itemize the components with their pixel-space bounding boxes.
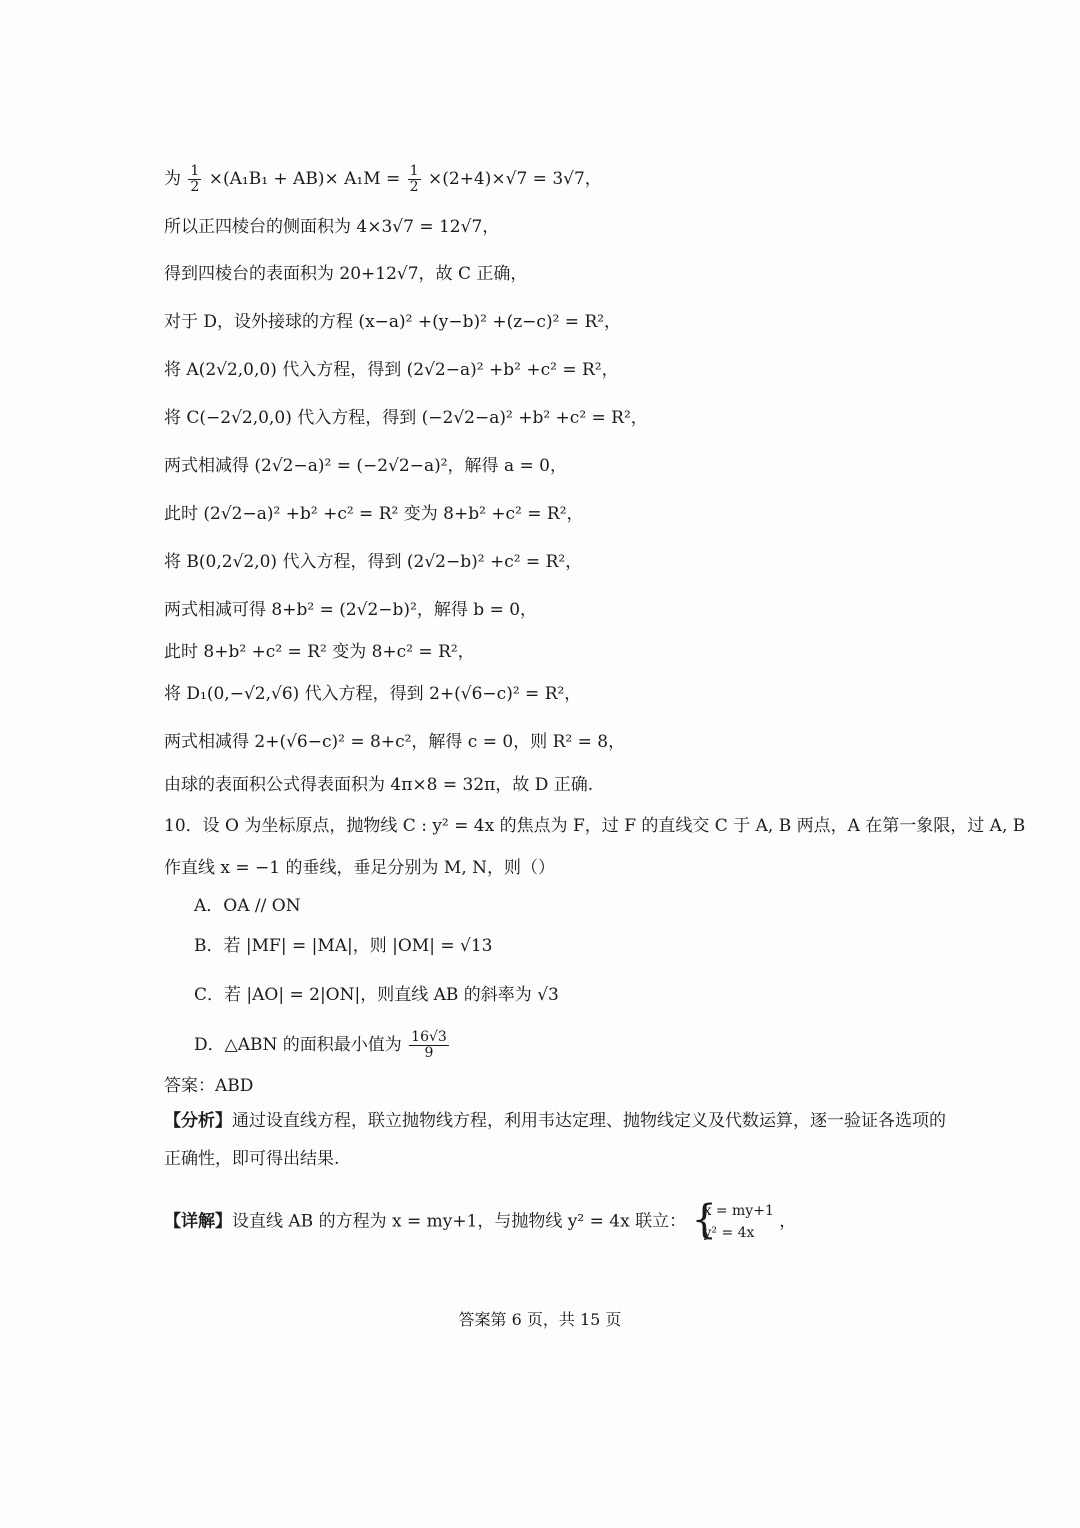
analysis-line1 [164, 1110, 946, 1132]
fraction-one-half: $\frac{1}{2}$ [190, 163, 200, 195]
analysis-tag: 【分析】 [164, 1111, 232, 1131]
analysis-line2: 正确性，即可得出结果. [164, 1149, 340, 1169]
equation-system [692, 1200, 774, 1244]
analysis-text: 通过设直线方程，联立抛物线方程，利用韦达定理、抛物线定义及代数运算，逐一验证各选项的 [232, 1111, 946, 1131]
fraction-16root3-over-9: $\frac{16√3}{9}$ [411, 1029, 447, 1061]
fraction-one-half: $\frac{1}{2}$ [409, 163, 419, 195]
subtract-b-line: 两式相减可得 8+b² = (2√2−b)²，解得 b = 0， [164, 600, 538, 620]
substitute-b-line: 将 B(0,2√2,0) 代入方程，得到 (2√2−b)² +c² = R²， [164, 552, 583, 572]
area-formula-line [164, 164, 602, 195]
question-10-line1: 10．设 O 为坐标原点，抛物线 C : y² = 4x 的焦点为 F，过 F 的直线交 C 于 A, B 两点，A 在第一象限，过 A, B [164, 816, 1026, 836]
option-d-text: D．△ABN 的面积最小值为 [194, 1035, 402, 1055]
system-row: y² = 4x [703, 1225, 755, 1241]
text-fragment: ×(A₁B₁ + AB)× A₁M = [208, 169, 401, 189]
sphere-equation-line: 对于 D，设外接球的方程 (x−a)² +(y−b)² +(z−c)² = R²， [164, 312, 622, 332]
subtract-c-line: 两式相减得 2+(√6−c)² = 8+c²，解得 c = 0，则 R² = 8， [164, 732, 626, 752]
substitute-c-line: 将 C(−2√2,0,0) 代入方程，得到 (−2√2−a)² +b² +c² = R²， [164, 408, 648, 428]
subtract-a-line: 两式相减得 (2√2−a)² = (−2√2−a)²，解得 a = 0， [164, 456, 567, 476]
simplify-b-line: 此时 8+b² +c² = R² 变为 8+c² = R²， [164, 642, 475, 662]
simplify-a-line: 此时 (2√2−a)² +b² +c² = R² 变为 8+b² +c² = R²， [164, 504, 584, 524]
answer-line: 答案：ABD [164, 1076, 254, 1096]
system-row: { x = my+1 [703, 1203, 774, 1219]
detail-tag: 【详解】 [164, 1211, 232, 1232]
substitute-a-line: 将 A(2√2,0,0) 代入方程，得到 (2√2−a)² +b² +c² = R²， [164, 360, 619, 380]
substitute-d1-line: 将 D₁(0,−√2,√6) 代入方程，得到 2+(√6−c)² = R²， [164, 684, 582, 704]
detail-text: 设直线 AB 的方程为 x = my+1，与抛物线 y² = 4x 联立： [232, 1211, 687, 1232]
page-footer: 答案第 6 页，共 15 页 [458, 1310, 622, 1329]
text-fragment: ×(2+4)×√7 = 3√7， [428, 169, 602, 189]
sphere-area-line: 由球的表面积公式得表面积为 4π×8 = 32π，故 D 正确. [164, 775, 594, 795]
surface-area-line: 得到四棱台的表面积为 20+12√7，故 C 正确， [164, 264, 528, 284]
option-a: A．OA // ON [194, 896, 301, 916]
lateral-area-line: 所以正四棱台的侧面积为 4×3√7 = 12√7， [164, 217, 500, 237]
question-10-line2: 作直线 x = −1 的垂线，垂足分别为 M, N，则（） [164, 858, 555, 878]
option-b: B．若 |MF| = |MA|，则 |OM| = √13 [194, 936, 493, 956]
option-d [194, 1030, 451, 1061]
option-c: C．若 |AO| = 2|ON|，则直线 AB 的斜率为 √3 [194, 985, 559, 1005]
detail-line: 【详解】设直线 AB 的方程为 x = my+1，与抛物线 y² = 4x 联立： { x = my+1 y² = 4x ， [164, 1200, 796, 1244]
text-fragment: 为 [164, 169, 181, 189]
